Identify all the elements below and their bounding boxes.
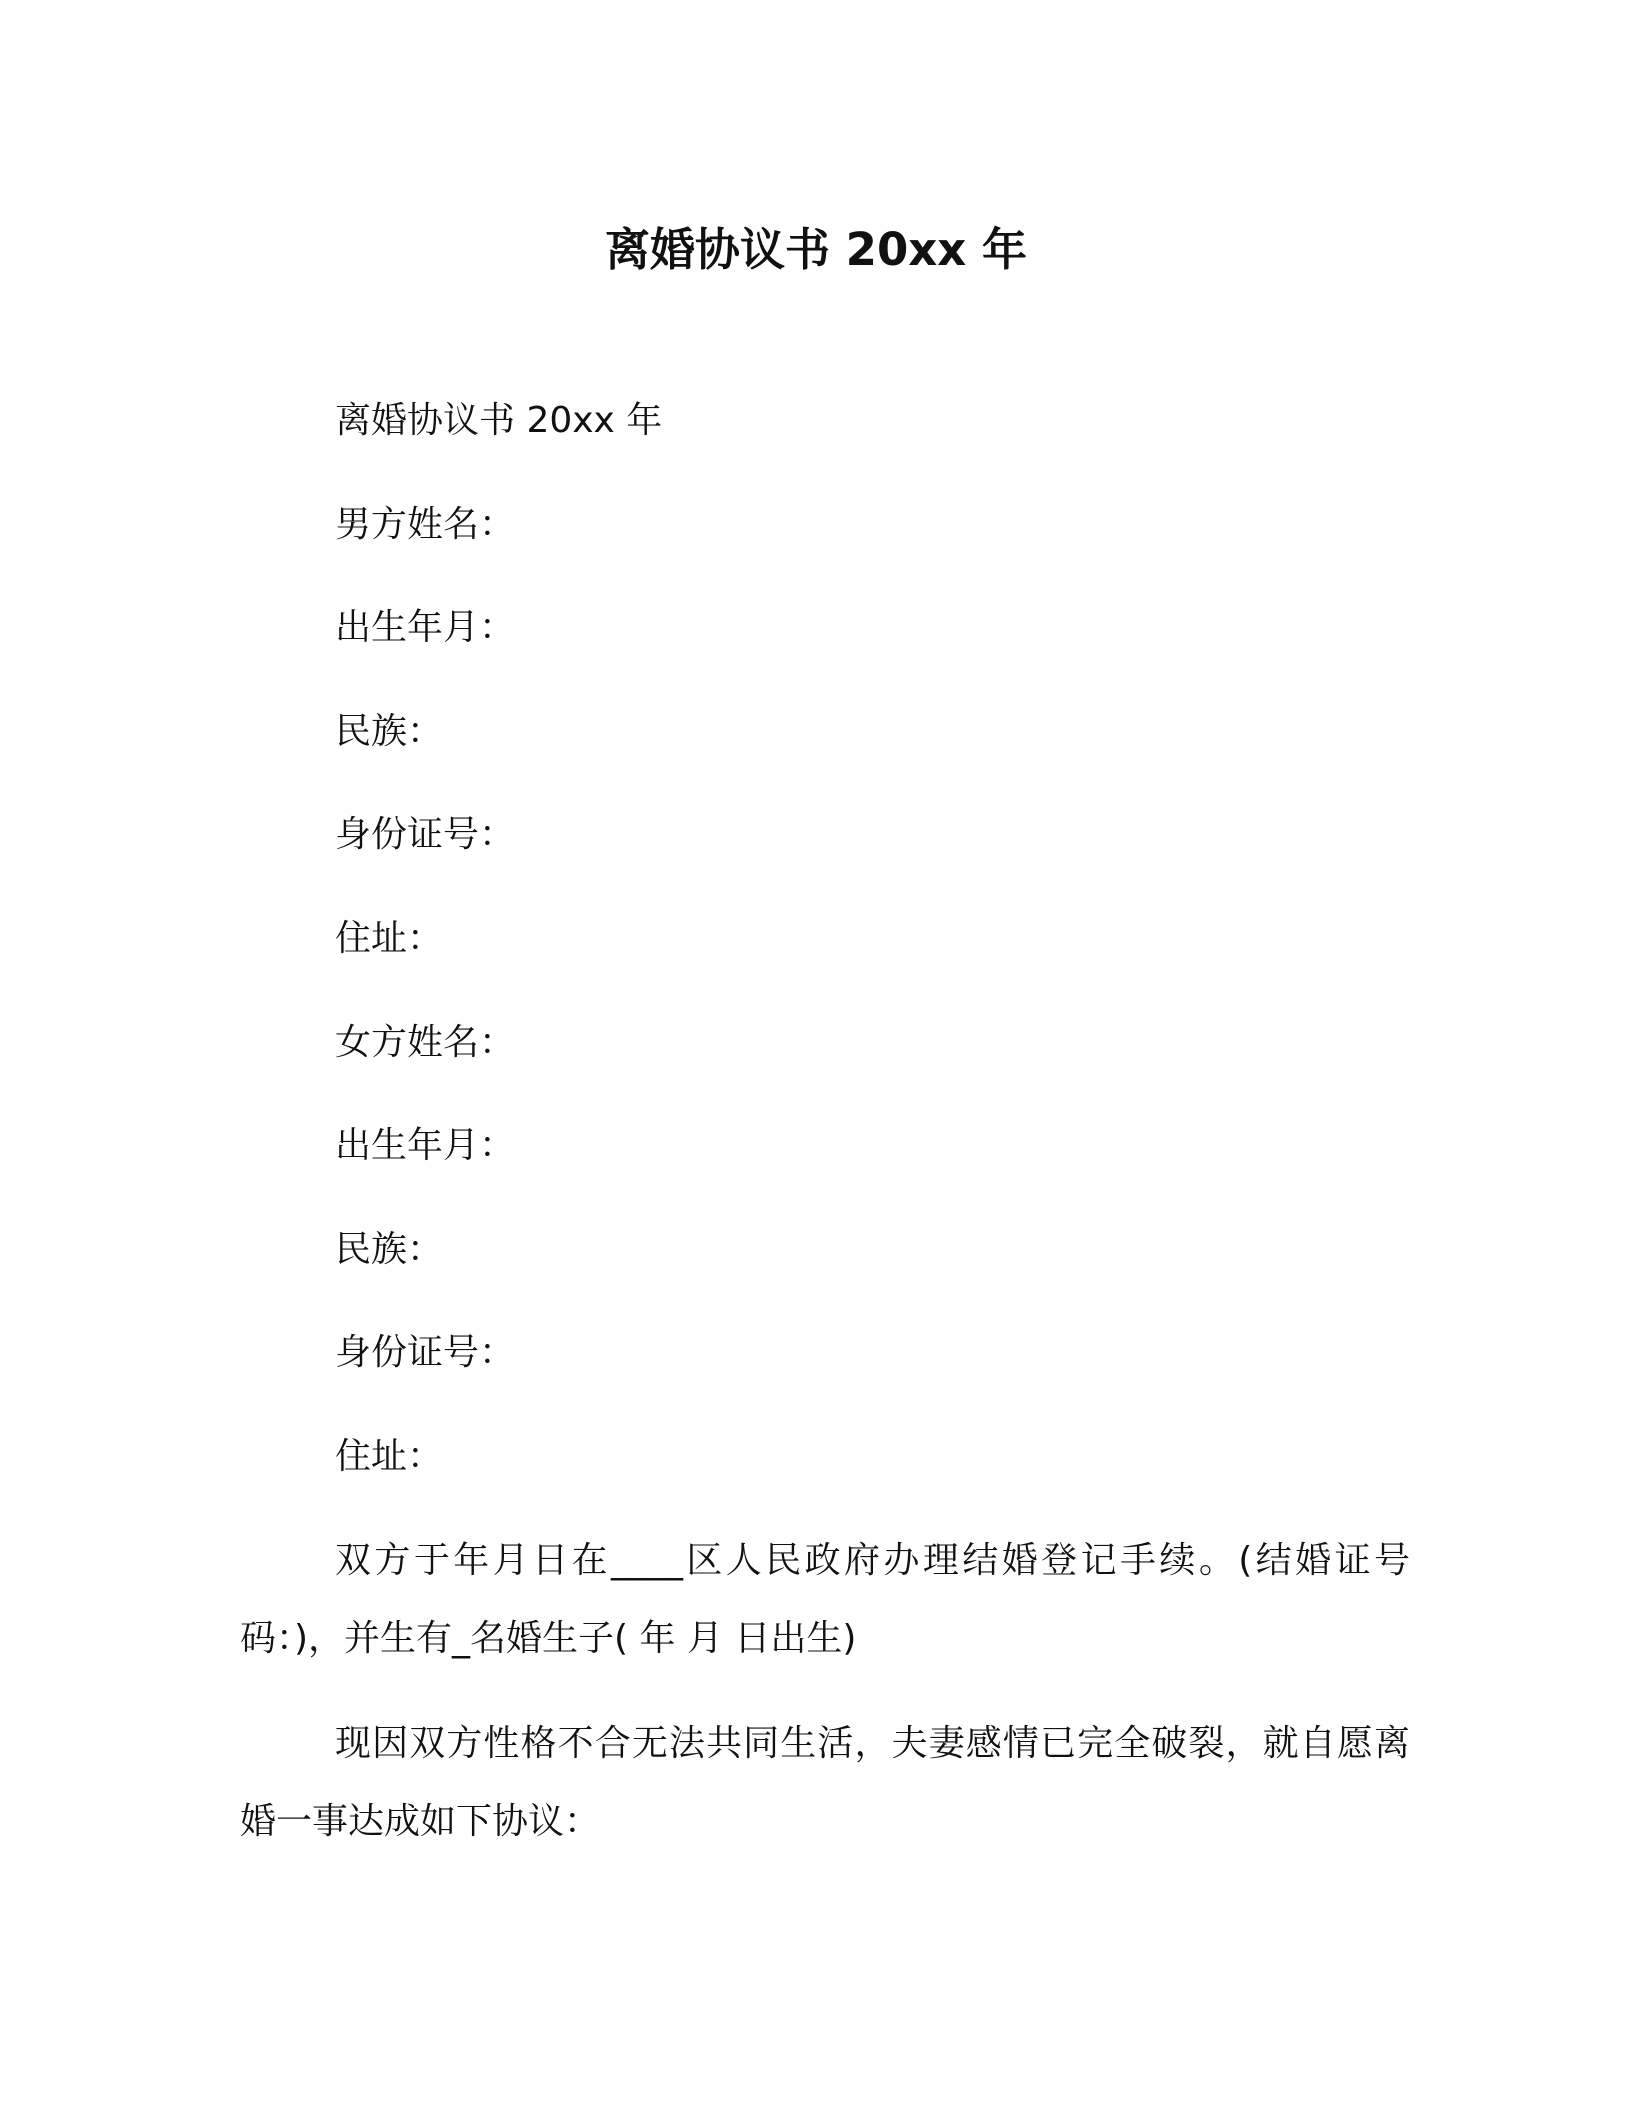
female-name-label: 女方姓名： xyxy=(335,1021,516,1063)
male-name-label: 男方姓名： xyxy=(335,503,516,545)
male-address-label: 住址： xyxy=(335,917,444,959)
female-address-label: 住址： xyxy=(335,1435,444,1477)
divorce-reason-paragraph: 现因双方性格不合无法共同生活，夫妻感情已完全破裂，就自愿离婚一事达成如下协议： xyxy=(240,1723,1410,1842)
subtitle-line: 离婚协议书 20xx 年 xyxy=(335,400,663,441)
marriage-registration-paragraph: 双方于年月日在____区人民政府办理结婚登记手续。(结婚证号码：)，并生有_名婚生子( 年 月 日出生) xyxy=(240,1540,1410,1659)
female-ethnicity-label: 民族： xyxy=(335,1228,444,1270)
female-birth-label: 出生年月： xyxy=(335,1125,516,1167)
male-id-number-label: 身份证号： xyxy=(335,814,516,856)
party-info-list xyxy=(335,396,1415,1536)
female-id-number-label: 身份证号： xyxy=(335,1332,516,1374)
male-ethnicity-label: 民族： xyxy=(335,710,444,752)
male-birth-label: 出生年月： xyxy=(335,607,516,649)
document-title: 离婚协议书 20xx 年 xyxy=(604,223,1027,276)
